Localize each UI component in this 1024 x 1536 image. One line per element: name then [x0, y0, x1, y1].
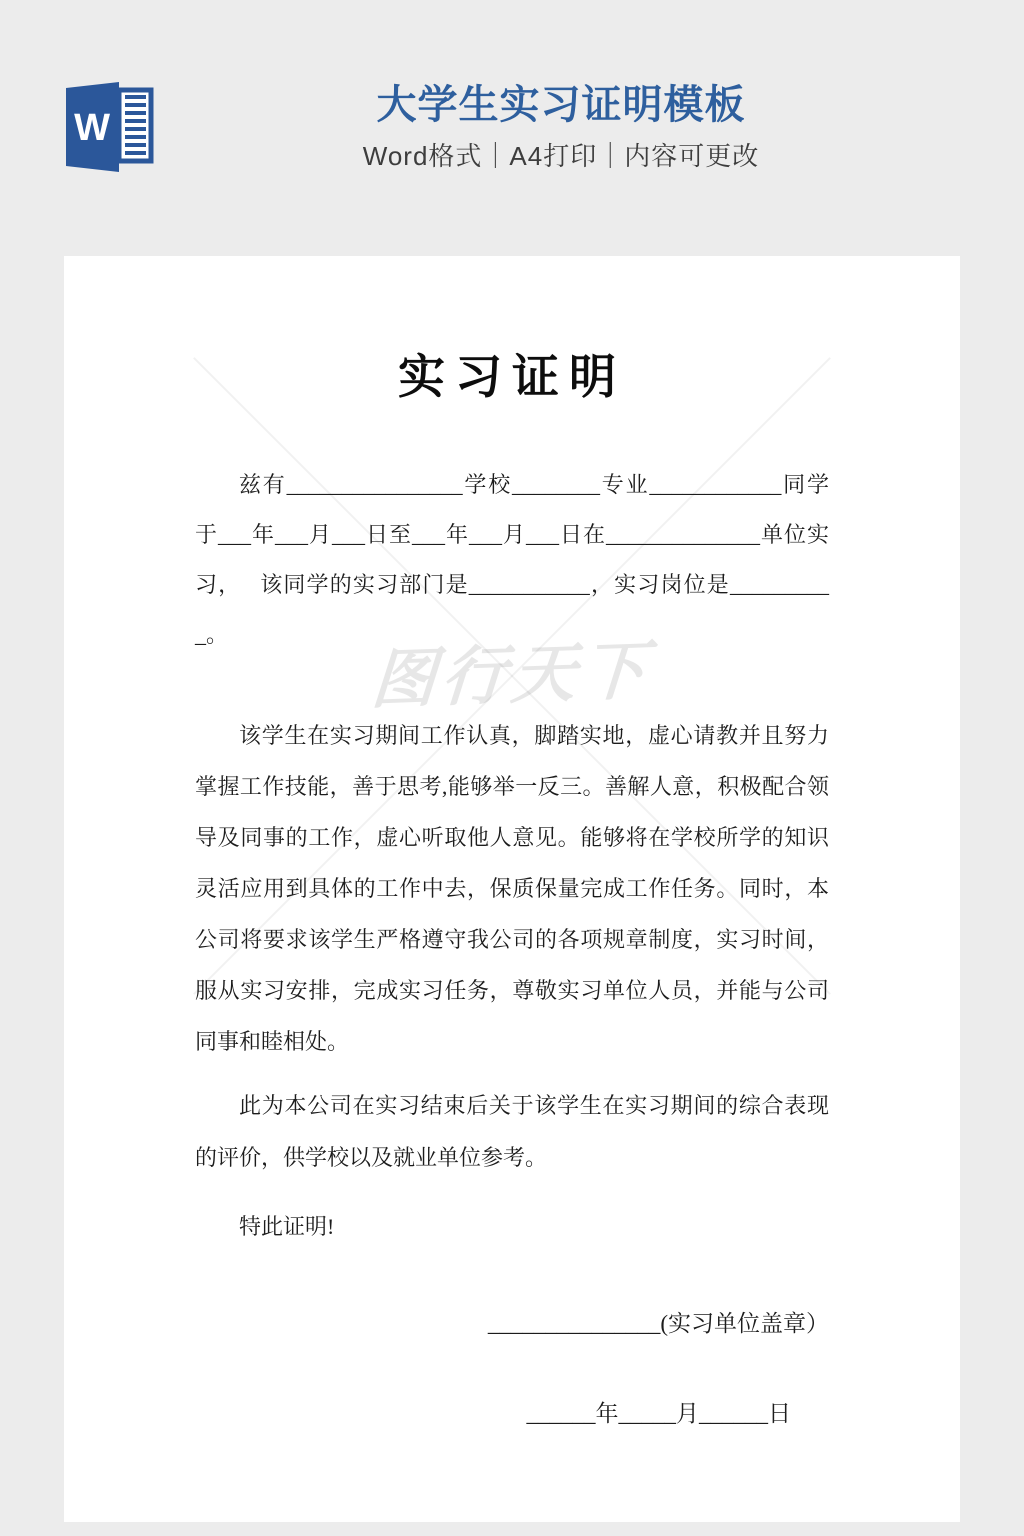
- template-title: 大学生实习证明模板: [376, 83, 746, 127]
- paragraph-evaluation: 此为本公司在实习结束后关于该学生在实习期间的综合表现的评价，供学校以及就业单位参考。: [195, 1093, 829, 1170]
- closing-statement: 特此证明!: [239, 1214, 335, 1239]
- header-text-block: [64, 80, 962, 171]
- word-icon-letter: W: [74, 107, 110, 149]
- document-title: 实习证明: [398, 352, 626, 404]
- document-page: [64, 256, 960, 1522]
- template-subtitle: Word格式｜A4打印｜内容可更改: [362, 141, 760, 171]
- watermark-logo-text: 图行天下: [369, 635, 655, 717]
- document-content: [64, 256, 960, 1430]
- date-line: ______年_____月______日: [526, 1401, 791, 1426]
- seal-signature-line: _______________(实习单位盖章）: [487, 1311, 829, 1336]
- paragraph-fill-in-blanks: 兹有________________学校________专业____________同学于___年___月___日至___年___月___日在______________单位实习， 该同学的实习部门是___________，实习岗位是__________。: [195, 472, 829, 647]
- header-banner: [64, 80, 962, 180]
- paragraph-performance: 该学生在实习期间工作认真，脚踏实地，虚心请教并且努力掌握工作技能，善于思考,能够举一反三。善解人意，积极配合领导及同事的工作，虚心听取他人意见。能够将在学校所学的知识灵活应用到具体的工作中去，保质保量完成工作任务。同时，本公司将要求该学生严格遵守我公司的各项规章制度，实习时间，服从实习安排，完成实习任务，尊敬实习单位人员，并能与公司同事和睦相处。: [195, 723, 829, 1054]
